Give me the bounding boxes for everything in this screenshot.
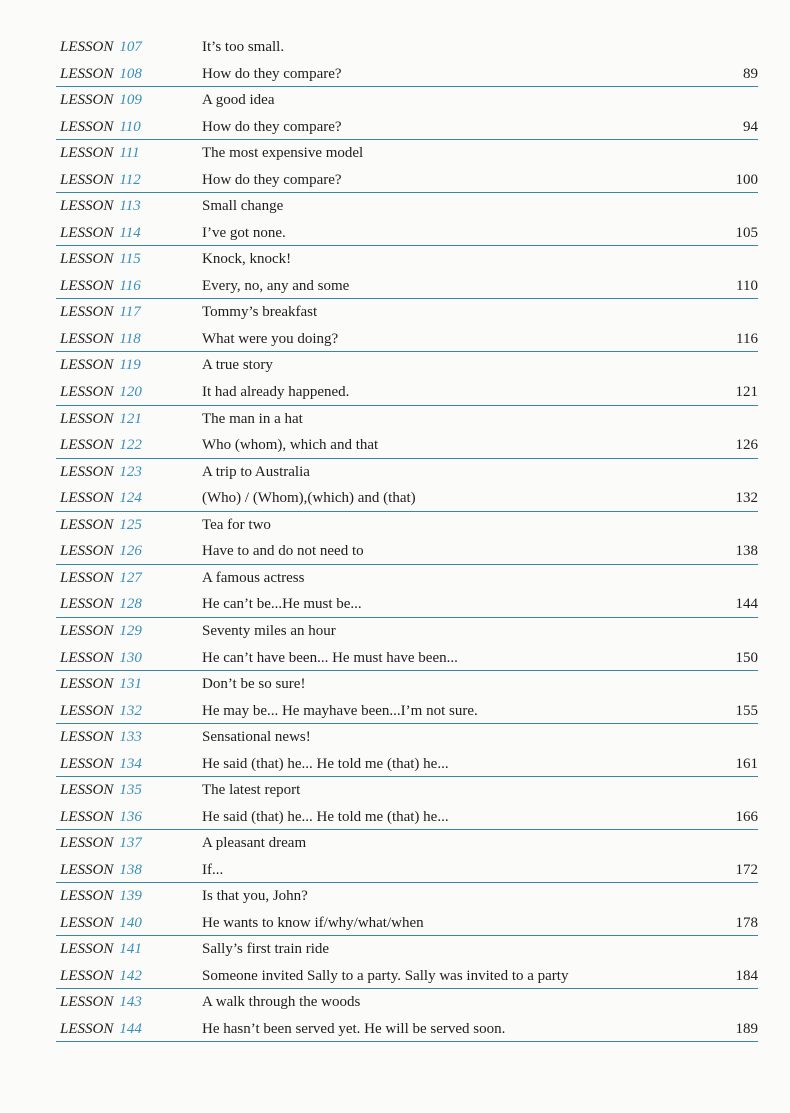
lesson-number: 132	[119, 702, 142, 719]
lesson-word: LESSON	[60, 437, 114, 454]
lesson-label	[60, 698, 142, 725]
lesson-title: He can’t have been... He must have been...	[202, 649, 458, 666]
lesson-title: Tommy’s breakfast	[202, 304, 318, 321]
lesson-label	[60, 910, 142, 937]
lesson-label	[60, 193, 141, 220]
lesson-word: LESSON	[60, 410, 114, 427]
lesson-label	[60, 326, 141, 353]
page-number: 184	[735, 968, 758, 985]
lesson-word: LESSON	[60, 490, 114, 507]
lesson-label	[60, 352, 141, 379]
lesson-number: 136	[119, 808, 142, 825]
lesson-number: 121	[119, 410, 142, 427]
toc-entry[interactable]	[56, 671, 758, 698]
lesson-word: LESSON	[60, 861, 114, 878]
lesson-number: 130	[119, 649, 142, 666]
lesson-label	[60, 140, 140, 167]
lesson-word: LESSON	[60, 755, 114, 772]
lesson-word: LESSON	[60, 941, 114, 958]
lesson-title: It’s too small.	[202, 39, 285, 55]
lesson-word: LESSON	[60, 543, 114, 560]
lesson-title: Knock, knock!	[202, 251, 292, 268]
lesson-word: LESSON	[60, 65, 114, 82]
lesson-label	[60, 857, 142, 884]
page-number: 189	[735, 1021, 758, 1038]
lesson-number: 140	[119, 914, 142, 931]
lesson-word: LESSON	[60, 251, 114, 268]
lesson-word: LESSON	[60, 729, 114, 746]
page-number: 178	[735, 914, 758, 931]
toc-entry[interactable]	[56, 406, 758, 433]
toc-entry[interactable]	[56, 910, 758, 936]
lesson-title: Someone invited Sally to a party. Sally was invited to a party	[202, 968, 569, 985]
toc-entry[interactable]	[56, 777, 758, 804]
toc-entry[interactable]	[56, 936, 758, 963]
lesson-label	[60, 246, 141, 273]
lesson-label	[60, 751, 142, 778]
page-number: 126	[735, 437, 758, 454]
toc-entry[interactable]	[56, 645, 758, 671]
toc-entry[interactable]	[56, 485, 758, 511]
lesson-number: 134	[119, 755, 142, 772]
lesson-word: LESSON	[60, 92, 114, 109]
toc-entry[interactable]	[56, 459, 758, 486]
lesson-word: LESSON	[60, 516, 114, 533]
lesson-number: 119	[119, 357, 141, 374]
lesson-number: 143	[119, 994, 142, 1011]
lesson-number: 126	[119, 543, 142, 560]
lesson-label	[60, 61, 142, 88]
lesson-title: A trip to Australia	[202, 463, 310, 480]
lesson-label	[60, 273, 141, 300]
lesson-word: LESSON	[60, 224, 114, 241]
toc-entry[interactable]	[56, 724, 758, 751]
lesson-title: The man in a hat	[202, 410, 303, 427]
lesson-number: 116	[119, 278, 141, 294]
toc-entry[interactable]	[56, 193, 758, 220]
lesson-title: How do they compare?	[202, 118, 342, 135]
lesson-number: 124	[119, 490, 142, 507]
toc-entry[interactable]	[56, 246, 758, 273]
lesson-title: A good idea	[202, 92, 275, 109]
lesson-label	[60, 724, 142, 751]
lesson-number: 109	[119, 92, 142, 109]
lesson-title: He may be... He mayhave been...I’m not sure.	[202, 702, 478, 719]
page-number: 100	[735, 171, 758, 188]
lesson-label	[60, 299, 141, 326]
toc-entry[interactable]	[56, 61, 758, 87]
toc-entry[interactable]	[56, 273, 758, 299]
lesson-title: The latest report	[202, 782, 301, 799]
toc-entry[interactable]	[56, 591, 758, 617]
lesson-label	[60, 565, 142, 592]
toc-entry[interactable]	[56, 326, 758, 352]
lesson-label	[60, 485, 142, 512]
lesson-word: LESSON	[60, 808, 114, 825]
lesson-word: LESSON	[60, 782, 114, 799]
lesson-title: He hasn’t been served yet. He will be served soon.	[202, 1021, 506, 1038]
lesson-number: 115	[119, 251, 141, 268]
lesson-word: LESSON	[60, 569, 114, 586]
lesson-number: 112	[119, 171, 141, 188]
lesson-word: LESSON	[60, 994, 114, 1011]
toc-entry[interactable]	[56, 220, 758, 246]
lesson-number: 141	[119, 941, 142, 958]
lesson-number: 110	[119, 118, 141, 135]
lesson-label	[60, 883, 142, 910]
toc-entry[interactable]	[56, 140, 758, 167]
lesson-number: 133	[119, 729, 142, 746]
lesson-label	[60, 406, 142, 433]
lesson-number: 137	[119, 835, 142, 852]
lesson-label	[60, 459, 142, 486]
lesson-label	[60, 432, 142, 459]
lesson-number: 120	[119, 384, 142, 401]
lesson-title: If...	[202, 861, 224, 878]
lesson-number: 139	[119, 888, 142, 905]
page-number: 89	[743, 65, 758, 82]
lesson-word: LESSON	[60, 596, 114, 613]
lesson-label	[60, 963, 142, 990]
page-number: 144	[735, 596, 758, 613]
page-number: 110	[736, 278, 758, 294]
lesson-number: 144	[119, 1021, 142, 1038]
toc-entry[interactable]	[56, 857, 758, 883]
lesson-label	[60, 591, 142, 618]
lesson-label	[60, 167, 141, 194]
lesson-title: A famous actress	[202, 569, 305, 586]
lesson-word: LESSON	[60, 171, 114, 188]
page-number: 172	[735, 861, 758, 878]
lesson-word: LESSON	[60, 888, 114, 905]
toc-entry[interactable]	[56, 512, 758, 539]
lesson-label	[60, 777, 142, 804]
lesson-word: LESSON	[60, 968, 114, 985]
lesson-title: Don’t be so sure!	[202, 675, 306, 692]
toc-entry[interactable]	[56, 34, 758, 61]
page-number: 94	[743, 118, 758, 135]
lesson-label	[60, 1016, 142, 1043]
lesson-number: 107	[119, 39, 142, 55]
toc-entry[interactable]	[56, 87, 758, 114]
lesson-label	[60, 34, 142, 61]
lesson-number: 135	[119, 782, 142, 799]
toc-entry[interactable]	[56, 538, 758, 564]
lesson-word: LESSON	[60, 384, 114, 401]
page-number: 138	[735, 543, 758, 560]
toc-entry[interactable]	[56, 432, 758, 458]
lesson-word: LESSON	[60, 304, 114, 321]
lesson-number: 125	[119, 516, 142, 533]
toc-entry[interactable]	[56, 618, 758, 645]
lesson-label	[60, 538, 142, 565]
lesson-word: LESSON	[60, 1021, 114, 1038]
lesson-number: 122	[119, 437, 142, 454]
lesson-number: 118	[119, 331, 141, 348]
lesson-title: How do they compare?	[202, 65, 342, 82]
lesson-number: 123	[119, 463, 142, 480]
page-number: 161	[735, 755, 758, 772]
lesson-title: Who (whom), which and that	[202, 437, 379, 454]
lesson-word: LESSON	[60, 357, 114, 374]
lesson-label	[60, 379, 142, 406]
lesson-title: I’ve got none.	[202, 224, 286, 241]
toc-entry[interactable]	[56, 751, 758, 777]
lesson-word: LESSON	[60, 118, 114, 135]
lesson-title: It had already happened.	[202, 384, 350, 401]
lesson-title: He wants to know if/why/what/when	[202, 914, 424, 931]
lesson-label	[60, 512, 142, 539]
toc-entry[interactable]	[56, 565, 758, 592]
lesson-label	[60, 989, 142, 1016]
lesson-title: Every, no, any and some	[202, 278, 350, 294]
lesson-label	[60, 114, 141, 141]
lesson-word: LESSON	[60, 835, 114, 852]
lesson-title: He said (that) he... He told me (that) he...	[202, 808, 449, 825]
lesson-word: LESSON	[60, 39, 114, 55]
lesson-title: Is that you, John?	[202, 888, 308, 905]
lesson-label	[60, 804, 142, 831]
lesson-word: LESSON	[60, 145, 114, 162]
lesson-label	[60, 830, 142, 857]
page-number: 132	[735, 490, 758, 507]
toc-entry[interactable]	[56, 698, 758, 724]
lesson-number: 111	[119, 145, 140, 162]
lesson-title: A true story	[202, 357, 273, 374]
lesson-title: Seventy miles an hour	[202, 622, 336, 639]
toc-entry[interactable]	[56, 804, 758, 830]
lesson-word: LESSON	[60, 675, 114, 692]
lesson-title: (Who) / (Whom),(which) and (that)	[202, 490, 416, 507]
toc-entry[interactable]	[56, 299, 758, 326]
toc-entry[interactable]	[56, 1016, 758, 1042]
toc-entry[interactable]	[56, 830, 758, 857]
lesson-label	[60, 618, 142, 645]
toc-entry[interactable]	[56, 989, 758, 1016]
page-number: 105	[735, 224, 758, 241]
lesson-number: 129	[119, 622, 142, 639]
lesson-word: LESSON	[60, 198, 114, 215]
lesson-label	[60, 220, 141, 247]
lesson-number: 113	[119, 198, 141, 215]
lesson-title: Sally’s first train ride	[202, 941, 330, 958]
lesson-word: LESSON	[60, 622, 114, 639]
lesson-word: LESSON	[60, 331, 114, 348]
toc-entry[interactable]	[56, 114, 758, 140]
page-number: 155	[735, 702, 758, 719]
lesson-label	[60, 645, 142, 672]
lesson-number: 142	[119, 968, 142, 985]
toc-entry[interactable]	[56, 379, 758, 405]
lesson-number: 114	[119, 224, 141, 241]
lesson-word: LESSON	[60, 702, 114, 719]
lesson-label	[60, 87, 142, 114]
lesson-title: A walk through the woods	[202, 994, 361, 1011]
lesson-number: 131	[119, 675, 142, 692]
lesson-title: Have to and do not need to	[202, 543, 364, 560]
lesson-title: How do they compare?	[202, 171, 342, 188]
lesson-title: Small change	[202, 198, 284, 215]
lesson-title: What were you doing?	[202, 331, 339, 348]
lesson-word: LESSON	[60, 463, 114, 480]
table-of-contents	[56, 34, 758, 1042]
lesson-title: The most expensive model	[202, 145, 364, 162]
lesson-title: Tea for two	[202, 516, 271, 533]
lesson-title: He said (that) he... He told me (that) he...	[202, 755, 449, 772]
lesson-title: Sensational news!	[202, 729, 311, 746]
lesson-number: 128	[119, 596, 142, 613]
lesson-word: LESSON	[60, 914, 114, 931]
lesson-number: 117	[119, 304, 141, 321]
toc-entry[interactable]	[56, 167, 758, 193]
lesson-number: 138	[119, 861, 142, 878]
page-number: 150	[735, 649, 758, 666]
lesson-word: LESSON	[60, 278, 114, 294]
page-number: 116	[736, 331, 758, 348]
lesson-label	[60, 936, 142, 963]
lesson-number: 108	[119, 65, 142, 82]
lesson-number: 127	[119, 569, 142, 586]
lesson-word: LESSON	[60, 649, 114, 666]
lesson-label	[60, 671, 142, 698]
lesson-title: He can’t be...He must be...	[202, 596, 362, 613]
lesson-title: A pleasant dream	[202, 835, 307, 852]
page-number: 121	[735, 384, 758, 401]
toc-entry[interactable]	[56, 963, 758, 989]
toc-entry[interactable]	[56, 352, 758, 379]
toc-entry[interactable]	[56, 883, 758, 910]
page-number: 166	[735, 808, 758, 825]
